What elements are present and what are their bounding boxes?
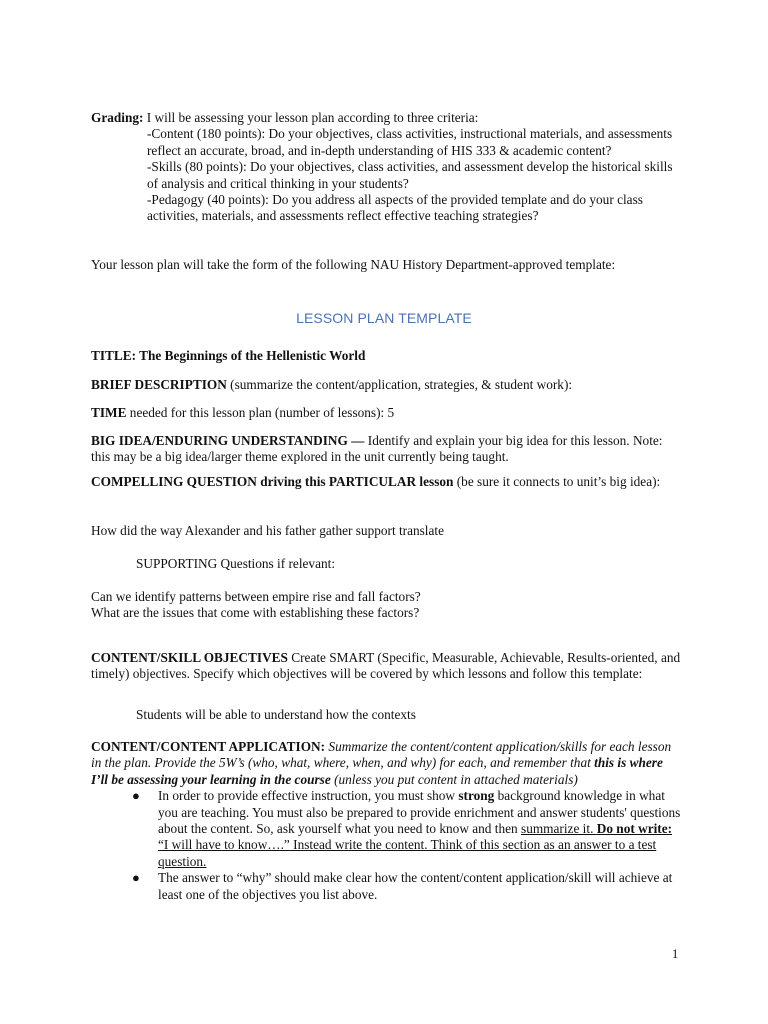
time-text: needed for this lesson plan (number of lessons): 5 (126, 405, 395, 420)
grading-label: Grading: (91, 110, 144, 125)
objectives-label: CONTENT/SKILL OBJECTIVES (91, 650, 288, 665)
page-number: 1 (672, 947, 679, 961)
bullet-do-not-write: Do not write: (596, 821, 673, 837)
brief-description (91, 377, 681, 393)
list-item (91, 870, 681, 903)
time-needed (91, 405, 681, 421)
lesson-title: TITLE: The Beginnings of the Hellenistic World (91, 348, 366, 363)
compelling-question (91, 474, 681, 490)
supporting-question: What are the issues that come with establishing these factors? (91, 605, 420, 621)
supporting-questions-list (91, 589, 681, 622)
content-application-note: (unless you put content in attached materials) (330, 771, 578, 787)
grading-criterion-pedagogy: -Pedagogy (40 points): Do you address all aspects of the provided template and do your class activities, materials, and assessments reflect effective teaching strategies? (147, 192, 643, 224)
bullet-text: background knowledge in what you are teaching. You must also be prepared to provide enrichment and answer students' questions about the content. So, ask yourself what you need to know and then (158, 788, 681, 837)
grading-intro-text: I will be assessing your lesson plan according to three criteria: (143, 110, 479, 125)
content-application-section (91, 739, 681, 903)
grading-criterion-content: -Content (180 points): Do your objectives, class activities, instructional materials, and assessments reflect an accurate, broad, and in-depth understanding of HIS 333 & academic content? (147, 126, 673, 158)
content-application-text: Summarize the content/content application/skills for each lesson in the plan. Provide the 5W’s (who, what, where, when, and why) for each, and remember that (91, 739, 672, 771)
template-intro: Your lesson plan will take the form of the following NAU History Department-approved template: (91, 257, 616, 272)
compelling-question-text: (be sure it connects to unit’s big idea): (453, 474, 661, 489)
objectives-answer: Students will be able to understand how the contexts (136, 707, 416, 722)
bullet-icon: ● (132, 870, 140, 886)
compelling-question-answer: How did the way Alexander and his father gather support translate (91, 523, 444, 538)
grading-section (91, 110, 681, 225)
time-label: TIME (91, 405, 127, 420)
bullet-text: In order to provide effective instruction, you must show (158, 788, 459, 804)
compelling-question-label: COMPELLING QUESTION driving this PARTICULAR lesson (91, 474, 454, 489)
content-skill-objectives (91, 650, 681, 683)
grading-criterion-skills: -Skills (80 points): Do your objectives, class activities, and assessment develop the historical skills of analysis and critical thinking in your students? (147, 159, 673, 191)
bullet-underlined: summarize it. (521, 821, 597, 837)
big-idea-text: Identify and explain your big idea for this lesson. Note: this may be a big idea/larger theme explored in the unit currently being taught. (91, 433, 663, 465)
list-item (91, 788, 681, 870)
template-heading: LESSON PLAN TEMPLATE (296, 310, 472, 326)
brief-description-text: (summarize the content/application, strategies, & student work): (226, 377, 573, 392)
content-application-bullets (91, 788, 681, 903)
supporting-questions-label: SUPPORTING Questions if relevant: (136, 556, 336, 571)
brief-description-label: BRIEF DESCRIPTION (91, 377, 227, 392)
big-idea-label: BIG IDEA/ENDURING UNDERSTANDING — (91, 433, 365, 448)
bullet-text: The answer to “why” should make clear how the content/content application/skill will achieve at least one of the objectives you list above. (158, 870, 673, 902)
supporting-question: Can we identify patterns between empire rise and fall factors? (91, 589, 421, 604)
objectives-text: Create SMART (Specific, Measurable, Achievable, Results-oriented, and timely) objectives. Specify which objectives will be covered by which lessons and follow this template: (91, 650, 681, 682)
content-application-emphasis: this is where I’ll be assessing your learning in the course (91, 755, 663, 787)
bullet-icon: ● (132, 788, 140, 804)
content-application-intro (91, 739, 681, 788)
bullet-strong: strong (458, 788, 495, 804)
content-application-label: CONTENT/CONTENT APPLICATION: (91, 739, 326, 754)
grading-intro (91, 110, 681, 126)
big-idea (91, 433, 681, 466)
bullet-underlined: “I will have to know….” Instead write the content. Think of this section as an answer to a test question. (158, 837, 657, 869)
